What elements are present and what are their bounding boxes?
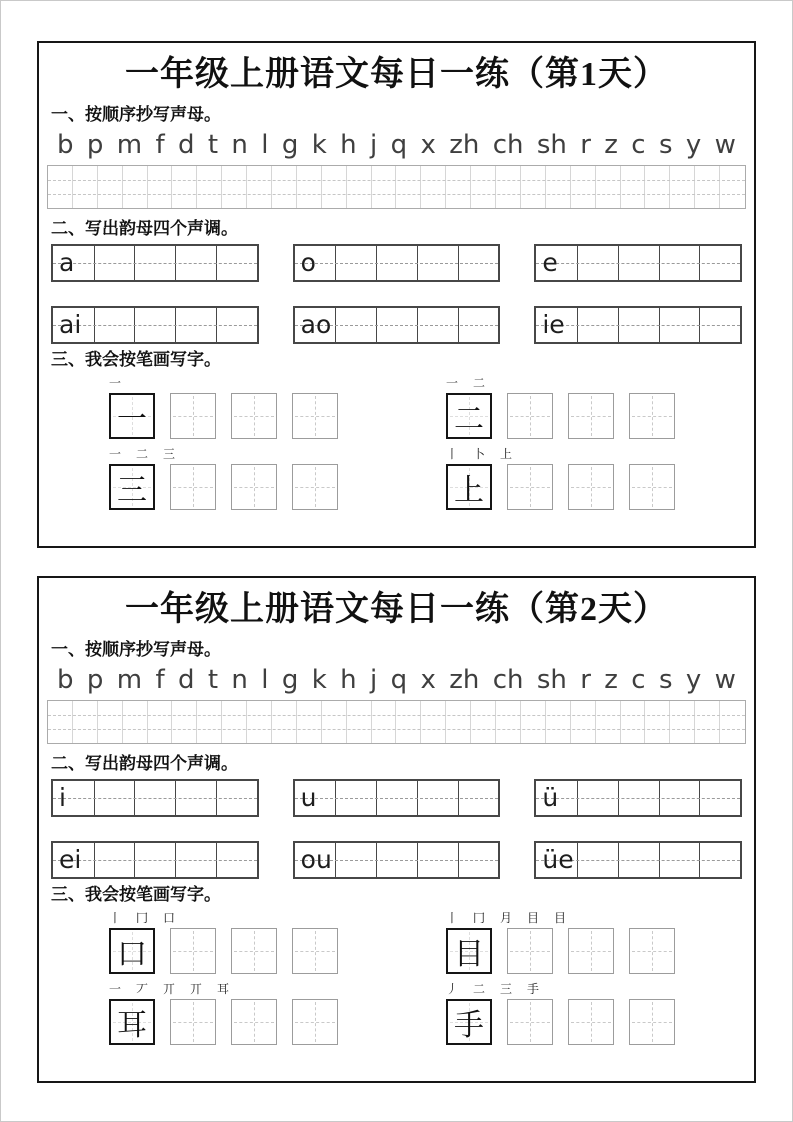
initial-letter: c: [631, 129, 646, 160]
vowel-label: u: [300, 783, 317, 813]
vowel-tone-grid: [51, 244, 259, 282]
practice-column: [571, 701, 596, 743]
stroke-practice-item: [446, 445, 675, 510]
practice-column: [322, 166, 347, 208]
initial-letter: l: [261, 664, 269, 695]
character-glyph: 目: [454, 938, 484, 972]
practice-column: [645, 701, 670, 743]
practice-square: [629, 393, 675, 439]
practice-square: [231, 928, 277, 974]
character-row: [47, 445, 746, 510]
practice-column: [172, 166, 197, 208]
practice-column: [720, 166, 745, 208]
character-glyph: 手: [454, 1009, 484, 1043]
practice-column: [521, 166, 546, 208]
practice-column: [421, 166, 446, 208]
guide-line: [48, 180, 745, 181]
initial-letter: b: [57, 129, 74, 160]
practice-column: [48, 701, 73, 743]
vowel-label: a: [59, 248, 75, 278]
initial-letter: s: [658, 129, 673, 160]
initial-letter: b: [57, 664, 74, 695]
stroke-practice-item: [109, 374, 338, 439]
character-square: [109, 464, 155, 510]
practice-square: [568, 393, 614, 439]
vowel-tone-grid: [534, 306, 742, 344]
character-glyph: 耳: [117, 1009, 147, 1043]
initial-letter: ch: [492, 129, 524, 160]
stroke-order-hint: 丨 冂 口: [109, 911, 182, 926]
practice-column: [247, 166, 272, 208]
practice-square: [507, 928, 553, 974]
character-square: [446, 464, 492, 510]
vowel-tone-grid: [534, 244, 742, 282]
practice-squares: [109, 928, 338, 974]
vowel-tone-grid: [293, 306, 501, 344]
guide-line: [48, 715, 745, 716]
practice-squares: [446, 393, 675, 439]
stroke-order-hint: 一: [109, 376, 128, 391]
initial-letter: s: [658, 664, 673, 695]
practice-square: [231, 999, 277, 1045]
practice-square: [170, 999, 216, 1045]
practice-column: [272, 701, 297, 743]
practice-square: [568, 464, 614, 510]
vowel-label: ou: [300, 845, 332, 875]
practice-column: [148, 166, 173, 208]
initial-letter: f: [155, 664, 165, 695]
vowel-label: ei: [59, 845, 82, 875]
practice-column: [123, 701, 148, 743]
initial-letter: k: [311, 129, 327, 160]
practice-column: [347, 701, 372, 743]
practice-column: [297, 166, 322, 208]
section-1-heading: 一、按顺序抄写声母。: [51, 105, 221, 125]
practice-column: [197, 701, 222, 743]
character-glyph: 上: [454, 474, 484, 508]
character-square: [446, 393, 492, 439]
practice-column: [148, 701, 173, 743]
character-glyph: 三: [117, 474, 147, 508]
initial-letter: g: [281, 664, 299, 695]
practice-square: [629, 999, 675, 1045]
initial-letter: x: [420, 129, 436, 160]
character-square: [446, 928, 492, 974]
practice-squares: [446, 999, 675, 1045]
character-square: [109, 393, 155, 439]
initials-row: [57, 130, 736, 161]
vowel-label: e: [542, 248, 558, 278]
character-square: [446, 999, 492, 1045]
initial-letter: ch: [492, 664, 524, 695]
character-glyph: 二: [454, 403, 484, 437]
practice-column: [546, 701, 571, 743]
practice-square: [507, 999, 553, 1045]
section-3-heading: 三、我会按笔画写字。: [51, 884, 221, 904]
vowel-label: ao: [300, 310, 332, 340]
stroke-practice-item: [446, 980, 675, 1045]
practice-square: [292, 928, 338, 974]
practice-column: [596, 166, 621, 208]
initial-letter: h: [340, 664, 357, 695]
character-row: [47, 909, 746, 974]
practice-column: [297, 701, 322, 743]
practice-square: [292, 464, 338, 510]
character-row: [47, 980, 746, 1045]
practice-column: [521, 701, 546, 743]
practice-column: [347, 166, 372, 208]
practice-column: [645, 166, 670, 208]
section-2-heading: 二、写出韵母四个声调。: [51, 219, 238, 239]
initial-letter: t: [207, 664, 219, 695]
section-3-heading: 三、我会按笔画写字。: [51, 349, 221, 369]
practice-column: [322, 701, 347, 743]
stroke-order-hint: 丨 卜 上: [446, 447, 519, 462]
practice-column: [272, 166, 297, 208]
initial-letter: y: [685, 129, 702, 160]
initial-letter: f: [155, 129, 165, 160]
worksheet-day-1: [37, 41, 756, 548]
practice-square: [507, 393, 553, 439]
practice-square: [170, 393, 216, 439]
guide-line: [48, 729, 745, 730]
vowel-row: [47, 841, 746, 879]
initial-letter: d: [177, 129, 195, 160]
practice-square: [292, 393, 338, 439]
stroke-order-hint: 一 丆 丌 丌 耳: [109, 982, 236, 997]
initial-letter: m: [116, 129, 143, 160]
stroke-practice-item: [109, 980, 338, 1045]
practice-column: [98, 701, 123, 743]
practice-column: [98, 166, 123, 208]
initial-letter: p: [86, 664, 104, 695]
vowel-label: i: [59, 783, 66, 813]
initial-letter: sh: [536, 664, 567, 695]
worksheet-title: 一年级上册语文每日一练（第2天）: [125, 591, 668, 628]
practice-square: [629, 464, 675, 510]
initial-letter: h: [340, 129, 357, 160]
practice-column: [695, 166, 720, 208]
practice-square: [231, 393, 277, 439]
practice-column: [372, 701, 397, 743]
stroke-order-hint: 丿 二 三 手: [446, 982, 546, 997]
section-1-heading: 一、按顺序抄写声母。: [51, 640, 221, 660]
initial-letter: zh: [449, 664, 480, 695]
practice-square: [568, 999, 614, 1045]
worksheet-title: 一年级上册语文每日一练（第1天）: [125, 56, 668, 93]
vowel-label: ai: [59, 310, 82, 340]
initial-letter: j: [369, 129, 378, 160]
initial-letter: w: [714, 129, 736, 160]
practice-column: [446, 166, 471, 208]
practice-column: [396, 166, 421, 208]
stroke-order-hint: 一 二: [446, 376, 492, 391]
initial-letter: n: [231, 129, 248, 160]
practice-squares: [446, 928, 675, 974]
initial-letter: d: [177, 664, 195, 695]
section-2-heading: 二、写出韵母四个声调。: [51, 754, 238, 774]
initial-letter: q: [390, 664, 408, 695]
vowel-row: [47, 244, 746, 282]
practice-column: [48, 166, 73, 208]
practice-squares: [109, 999, 338, 1045]
practice-square: [170, 464, 216, 510]
stroke-practice-item: [446, 909, 675, 974]
pinyin-practice-grid: [47, 700, 746, 744]
initials-row: [57, 665, 736, 696]
initial-letter: sh: [536, 129, 567, 160]
initial-letter: j: [369, 664, 378, 695]
practice-column: [670, 701, 695, 743]
vowel-row: [47, 306, 746, 344]
character-square: [109, 999, 155, 1045]
vowel-tone-grid: [51, 306, 259, 344]
stroke-practice-item: [109, 445, 338, 510]
practice-column: [695, 701, 720, 743]
character-glyph: 口: [117, 938, 147, 972]
character-glyph: 一: [117, 403, 147, 437]
practice-square: [568, 928, 614, 974]
initial-letter: t: [207, 129, 219, 160]
vowel-tone-grid: [293, 779, 501, 817]
vowel-label: ü: [542, 783, 559, 813]
initial-letter: r: [580, 664, 591, 695]
practice-column: [471, 166, 496, 208]
practice-square: [231, 464, 277, 510]
practice-column: [396, 701, 421, 743]
vowel-tone-grid: [51, 779, 259, 817]
practice-column: [73, 701, 98, 743]
stroke-order-hint: 一 二 三: [109, 447, 182, 462]
vowel-tone-grid: [534, 841, 742, 879]
practice-column: [222, 701, 247, 743]
practice-square: [507, 464, 553, 510]
vowel-tone-grid: [534, 779, 742, 817]
initial-letter: l: [261, 129, 269, 160]
practice-column: [123, 166, 148, 208]
practice-squares: [109, 464, 338, 510]
initial-letter: n: [231, 664, 248, 695]
initial-letter: c: [631, 664, 646, 695]
practice-column: [621, 166, 646, 208]
stroke-practice-item: [109, 909, 338, 974]
practice-column: [496, 701, 521, 743]
vowel-tone-grid: [293, 841, 501, 879]
initial-letter: z: [604, 129, 618, 160]
initial-letter: g: [281, 129, 299, 160]
practice-column: [247, 701, 272, 743]
stroke-practice-item: [446, 374, 675, 439]
character-square: [109, 928, 155, 974]
practice-column: [172, 701, 197, 743]
character-row: [47, 374, 746, 439]
guide-line: [48, 194, 745, 195]
practice-column: [73, 166, 98, 208]
initial-letter: zh: [449, 129, 480, 160]
practice-column: [197, 166, 222, 208]
practice-squares: [446, 464, 675, 510]
practice-squares: [109, 393, 338, 439]
practice-column: [621, 701, 646, 743]
practice-column: [571, 166, 596, 208]
practice-column: [421, 701, 446, 743]
practice-square: [292, 999, 338, 1045]
initial-letter: m: [116, 664, 143, 695]
practice-column: [372, 166, 397, 208]
practice-column: [471, 701, 496, 743]
practice-column: [446, 701, 471, 743]
pinyin-practice-grid: [47, 165, 746, 209]
vowel-label: ie: [542, 310, 565, 340]
initial-letter: r: [580, 129, 591, 160]
practice-column: [670, 166, 695, 208]
initial-letter: y: [685, 664, 702, 695]
initial-letter: z: [604, 664, 618, 695]
initial-letter: p: [86, 129, 104, 160]
worksheet-day-2: [37, 576, 756, 1083]
initial-letter: k: [311, 664, 327, 695]
practice-column: [496, 166, 521, 208]
vowel-label: o: [300, 248, 316, 278]
initial-letter: x: [420, 664, 436, 695]
practice-column: [546, 166, 571, 208]
initial-letter: w: [714, 664, 736, 695]
stroke-order-hint: 丨 冂 月 目 目: [446, 911, 573, 926]
practice-column: [596, 701, 621, 743]
practice-square: [629, 928, 675, 974]
vowel-tone-grid: [51, 841, 259, 879]
vowel-tone-grid: [293, 244, 501, 282]
initial-letter: q: [390, 129, 408, 160]
practice-square: [170, 928, 216, 974]
vowel-row: [47, 779, 746, 817]
practice-column: [720, 701, 745, 743]
practice-column: [222, 166, 247, 208]
vowel-label: üe: [542, 845, 574, 875]
